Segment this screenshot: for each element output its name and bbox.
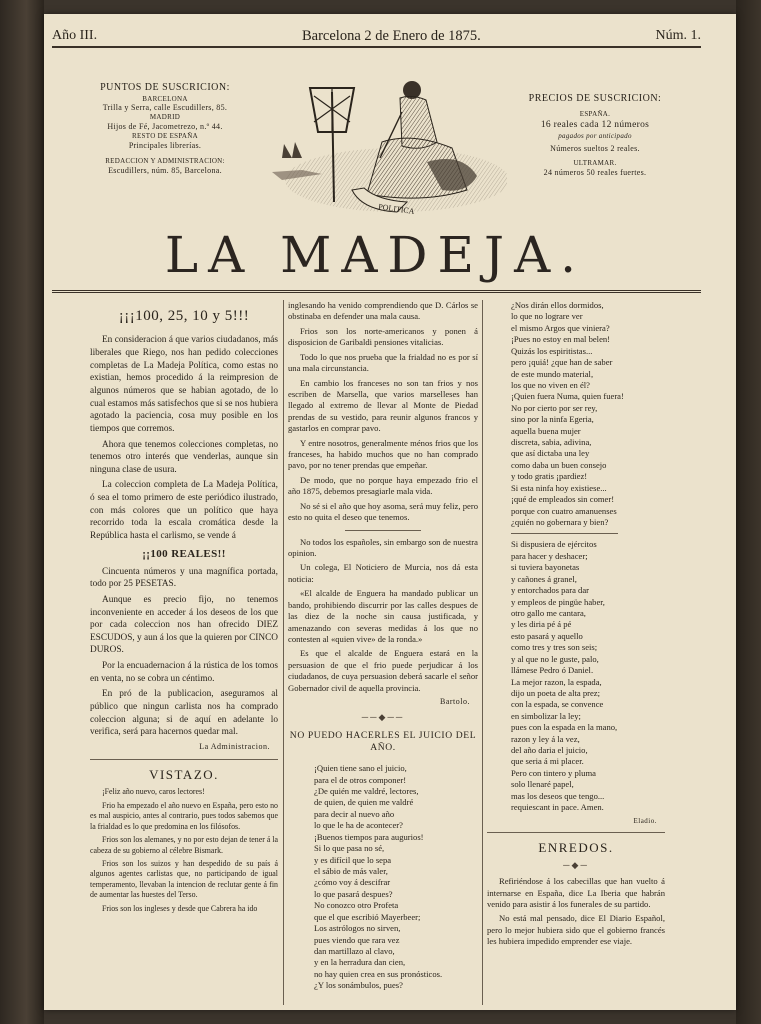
paragraph: La coleccion completa de La Madeja Política, ó sea el tomo primero de este periódico ilustrado, con más colores que un político que haya recorrido toda la escala cromática desde la República hasta el carlismo, se vende á — [90, 480, 278, 541]
paragraph: Cincuenta números y una magnífica portada, todo por 25 PESETAS. — [90, 566, 278, 590]
masthead-rule — [52, 290, 701, 293]
number-label: Núm. 1. — [655, 28, 701, 43]
verse-line: porque con cuatro amanuenses — [511, 505, 617, 516]
verse-line: de quien, de quien me valdré — [314, 797, 414, 808]
verse-line: ¿quién no gobernara y bien? — [511, 517, 609, 528]
verse-line: ¿Nos dirán ellos dormidos, — [511, 300, 604, 310]
verse-line: pues viendo que rara vez — [314, 934, 400, 945]
verse-line: no hay quien crea en sus pronósticos. — [314, 968, 443, 979]
issue-bar — [52, 28, 701, 46]
verse-line: ¡Buenos tiempos para augurios! — [314, 831, 424, 842]
verse-line: Si esta ninfa hoy existiese... — [511, 482, 607, 493]
paragraph: Frios son los norte-americanos y ponen á disposicion de Garibaldi pensiones vitalicias. — [288, 325, 478, 348]
verse-line: lo que no lograre ver — [511, 311, 583, 322]
sp-line: REDACCION Y ADMINISTRACION: — [105, 156, 225, 165]
column-2 — [288, 300, 478, 992]
signature: Eladio. — [633, 816, 657, 825]
verse-line: que seria á mi placer. — [511, 756, 584, 767]
price-line: Números sueltos 2 reales. — [550, 144, 640, 154]
verse-line: y empleos de pingüe haber, — [511, 596, 605, 607]
verse-line: para hacer y deshacer; — [511, 550, 588, 561]
sp-line: Escudillers, núm. 85, Barcelona. — [108, 165, 222, 175]
verse-line: solo llenaré papel, — [511, 779, 574, 790]
sp-line: RESTO DE ESPAÑA — [132, 132, 198, 140]
verse-line: y es difícil que lo sepa — [314, 854, 392, 865]
verse-line: ¡Quien fuera Numa, quien fuera! — [511, 391, 624, 402]
paragraph: «El alcalde de Enguera ha mandado publicar un bando, prohibiendo discurrir por las calles despues de las diez de la noche sin causa justificada, y amenazando con severas medidas á los que no contesten al «quien vive» de la ronda.» — [288, 588, 478, 644]
verse-line: ¡Quien tiene sano el juicio, — [314, 763, 407, 774]
allegory-vignette — [262, 72, 507, 220]
article-headline: ¡¡¡100, 25, 10 y 5!!! — [118, 308, 250, 324]
sp-line: MADRID — [149, 113, 181, 122]
year-label: Año III. — [52, 28, 98, 43]
column-rule — [283, 300, 284, 1005]
paragraph: Todo lo que nos prueba que la frialdad no es por sí una mala circunstancia. — [288, 351, 478, 374]
verse-line: si tuviera bayonetas — [511, 562, 580, 573]
divider — [487, 832, 665, 833]
poem-continued — [487, 539, 665, 813]
verse-line: los que no viven en él? — [511, 379, 590, 390]
book-edge — [736, 0, 761, 1024]
divider — [90, 759, 278, 760]
column-1 — [90, 300, 278, 917]
verse-line: y en la herradura dan cien, — [314, 957, 406, 968]
verse-line: ¿cómo voy á descifrar — [314, 877, 391, 888]
vignette-label: POLITICA — [377, 202, 416, 217]
verse-line: Si dispusiera de ejércitos — [511, 539, 597, 550]
paragraph: No está mal pensado, dice El Diario Español, pero lo mejor hubiera sido que el gobierno francés les hubiera impedido emprender ese viaje. — [487, 913, 665, 947]
verse-line: ¿Y los sonámbulos, pues? — [314, 980, 403, 991]
verse-line: el sábio de más valer, — [314, 865, 388, 876]
verse-line: mas los deseos que tengo... — [511, 790, 605, 801]
verse-line: requiescant in pace. Amen. — [511, 802, 604, 813]
paragraph: No todos los españoles, sin embargo son de nuestra opinion. — [288, 536, 478, 559]
signature: Bartolo. — [440, 697, 470, 707]
verse-line: que el que escribió Mayerbeer; — [314, 911, 421, 922]
paragraph: En consideracion á que varios ciudadanos, más liberales que Riego, nos han pedido colecciones completas de La Madeja Política, como estas no existian, hemos procedido á la reimpresion de algunos números que se habian agotado, de lo cual estamos más satisfechos que si se nos hubiera agotado la paciencia, cosa muy posible en los tiempos que corremos. — [90, 335, 278, 434]
paragraph: Frio ha empezado el año nuevo en España, pero esto no es mal auspicio, antes al contrario, pues todos sabemos que la frialdad es lo que predomina en los filósofos. — [90, 800, 278, 831]
verse-line: dan martillazo al clavo, — [314, 945, 395, 956]
price-line: ULTRAMAR. — [573, 158, 617, 167]
verse-line: y todo gratis ¡pardiez! — [511, 471, 588, 482]
verse-line: lo que pasará despues? — [314, 888, 393, 899]
verse-line: y les diria pé á pé — [511, 619, 572, 630]
verse-line: pues con la espada en la mano, — [511, 722, 618, 733]
price-line: pagados por anticipado — [558, 131, 632, 140]
ornament-divider: ──◆── — [361, 711, 405, 722]
verse-line: No conozco otro Profeta — [314, 900, 399, 911]
section-title: ENREDOS. — [538, 839, 614, 855]
verse-line: Los astrólogos no sirven, — [314, 923, 401, 934]
paragraph: ¡Feliz año nuevo, caros lectores! — [102, 787, 205, 797]
sp-line: BARCELONA — [142, 94, 188, 103]
paragraph: En pró de la publicacion, aseguramos al público que ningun carlista nos ha comprado coleccion alguna; si de aquí en adelante lo verifica, será para hacernos quedar mal. — [90, 689, 278, 738]
book-spine — [0, 0, 44, 1024]
verse-line: para decir al nuevo año — [314, 808, 395, 819]
verse-line: para el de otros componer! — [314, 774, 407, 785]
verse-line: y entorchados para dar — [511, 585, 590, 596]
column-rule — [482, 300, 483, 1005]
sp-line: Trilla y Serra, calle Escudillers, 85. — [102, 103, 228, 113]
verse-line: aquella buena mujer — [511, 425, 581, 436]
poem-continued — [487, 300, 665, 528]
verse-line: llámese Pedro ó Daniel. — [511, 665, 594, 676]
verse-line: dijo un poeta de alta prez; — [511, 687, 601, 698]
verse-line: La mejor razon, la espada, — [511, 676, 602, 687]
ornament-divider: ─◆─ — [563, 860, 589, 871]
verse-line: Quizás los espiritistas... — [511, 345, 593, 356]
price-callout: ¡¡100 REALES!! — [142, 547, 226, 560]
verse-line: y cañones á granel, — [511, 573, 577, 584]
sp-line: Hijos de Fé, Jacometrezo, n.º 44. — [107, 122, 223, 131]
verse-line: como tres y tres son seis; — [511, 642, 598, 653]
verse-line: discreta, sabia, adivina, — [511, 437, 592, 448]
paragraph: Un colega, El Noticiero de Murcia, nos dá esta noticia: — [288, 562, 478, 584]
verse-line: que así dictaba una ley — [511, 448, 590, 459]
paragraph: Frios son los suizos y han despedido de su país á algunos agentes carlistas que, no participando de igual temperamento, llevaban la intencion de reclutar gente á fin de aumentar las huestes del Terso. — [90, 859, 278, 900]
signature: La Administracion. — [199, 741, 270, 751]
verse-line: sino por la ninfa Egeria, — [511, 414, 594, 425]
paragraph: Por la encuadernacion á la rústica de los tomos en venta, no se cobra un céntimo. — [90, 661, 278, 684]
verse-line: No por cierto por ser rey, — [511, 402, 598, 413]
verse-line: razon y ley á la vez, — [511, 733, 580, 744]
sp-line: Principales librerías. — [128, 140, 202, 150]
price-line: 24 números 50 reales fuertes. — [543, 168, 647, 178]
verse-line: esto pasará y aquello — [511, 630, 583, 641]
masthead-title: LA MADEJA. — [164, 226, 587, 284]
subscription-points — [70, 82, 260, 176]
poem — [288, 763, 478, 991]
verse-line: de este mundo material, — [511, 368, 594, 379]
paragraph: De modo, que no porque haya empezado frio el año 1875, debemos presagiarle mala vida. — [288, 474, 478, 497]
verse-line: Pero con tintero y pluma — [511, 767, 596, 778]
price-line: 16 reales cada 12 números — [540, 119, 650, 130]
divider — [345, 530, 421, 531]
verse-line: ¡qué de empleados sin comer! — [511, 494, 615, 505]
paragraph: Frios son los alemanes, y no por esto dejan de tener á la cabeza de su gobierno al célebre Bismark. — [90, 835, 278, 855]
subscription-prices-title: PRECIOS DE SUSCRICION: — [528, 93, 662, 104]
paragraph: En cambio los franceses no son tan frios y nos escriben de Marsella, que varios marselleses han llegado al extremo de llevar al Monte de Piedad prendas de su vestido, para reunir algunos francos y gastarlos en comprar pavo. — [288, 377, 478, 434]
verse-line: como daba un buen consejo — [511, 459, 607, 470]
verse-line: lo que le ha de acontecer? — [314, 820, 403, 831]
poem-title: NO PUEDO HACERLES EL JUICIO DEL AÑO. — [289, 729, 477, 754]
paragraph: inglesando ha venido comprendiendo que D. Cárlos se obstinaba en defender una mala causa. — [288, 300, 478, 322]
paragraph: Es que el alcalde de Enguera estará en la persuasion de que el frio puede perjudicar á los ciudadanos, de cuya persuasion deberá sacarle el señor Gobernador civil de aquella provincia. — [288, 648, 478, 693]
paragraph: Refiriéndose á los cabecillas que han vuelto á internarse en España, dice La Iberia que habrán venido para asistir á los funerales de su partido. — [487, 876, 665, 909]
verse-line: del año daria el juicio, — [511, 745, 588, 756]
verse-line: ¿De quién me valdré, lectores, — [314, 786, 419, 797]
verse-line: pero ¡quiá! ¿que han de saber — [511, 357, 613, 368]
place-date: Barcelona 2 de Enero de 1875. — [302, 28, 481, 44]
subscription-points-title: PUNTOS DE SUSCRICION: — [100, 82, 230, 93]
paragraph: Ahora que tenemos colecciones completas, no tenemos otro interés que venderlas, aunque sin ninguna clase de usura. — [90, 439, 278, 475]
top-rule — [52, 46, 701, 48]
paragraph: Y entre nosotros, generalmente ménos frios que los franceses, ha habido muchos que no han comprado pavo, por no tener prendas que empeñar. — [288, 437, 478, 471]
paragraph: Frios son los ingleses y desde que Cabrera ha ido — [102, 903, 258, 913]
verse-line: ¡Pues no estoy en mal belen! — [511, 334, 611, 345]
subscription-prices — [510, 92, 680, 179]
verse-line: el mismo Argos que viniera? — [511, 322, 610, 333]
paragraph: Aunque es precio fijo, no tenemos inconveniente en acceder á los deseos de los que por cada coleccion nos han ofrecido DIEZ ESCUDOS, y aun á los que la quieren por CINCO DUROS. — [90, 594, 278, 656]
verse-line: otro gallo me cantara, — [511, 607, 586, 618]
divider — [511, 533, 618, 534]
paragraph: No sé si el año que hoy asoma, será muy feliz, pero esto no quita el deseo que tenemos. — [288, 500, 478, 523]
price-line: ESPAÑA. — [579, 109, 611, 118]
verse-line: y al que no le guste, palo, — [511, 653, 599, 664]
verse-line: Si lo que pasa no sé, — [314, 843, 385, 854]
column-3 — [487, 300, 665, 951]
verse-line: en simbolizar la ley; — [511, 710, 581, 721]
section-title: VISTAZO. — [149, 766, 219, 782]
verse-line: con la espada, se convence — [511, 699, 604, 710]
